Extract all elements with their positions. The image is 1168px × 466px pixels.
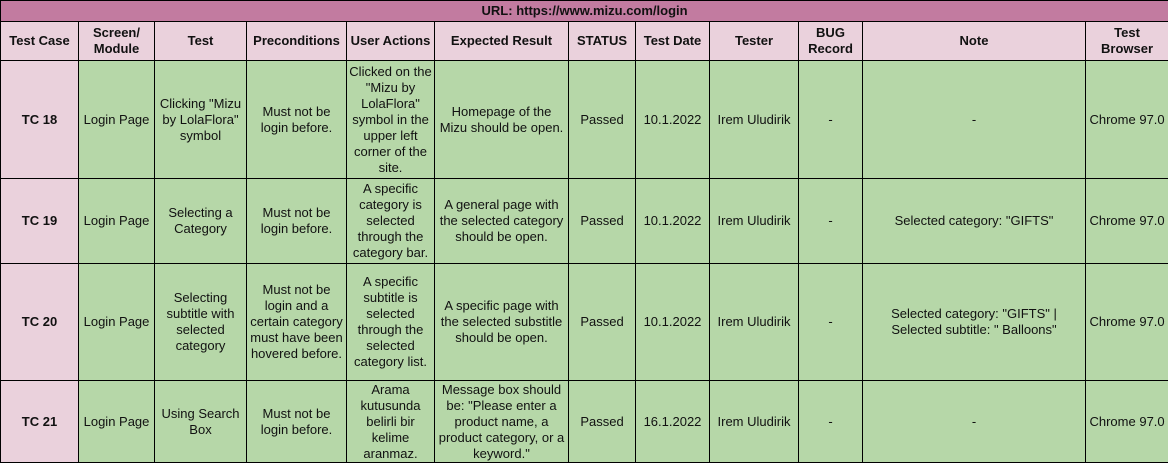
preconditions: Must not be login before. — [247, 381, 347, 463]
table-row — [1, 381, 1168, 463]
test-case-id: TC 21 — [1, 381, 79, 463]
user-actions: A specific category is selected through the category bar. — [347, 179, 435, 264]
test-case-id: TC 18 — [1, 61, 79, 179]
table-row — [1, 61, 1168, 179]
screen-module: Login Page — [79, 381, 155, 463]
preconditions: Must not be login before. — [247, 179, 347, 264]
note: Selected category: "GIFTS" — [863, 179, 1086, 264]
user-actions: Arama kutusunda belirli bir kelime aranmaz. — [347, 381, 435, 463]
test-browser: Chrome 97.0 — [1086, 381, 1168, 463]
expected-result: Homepage of the Mizu should be open. — [435, 61, 569, 179]
test-browser: Chrome 97.0 — [1086, 264, 1168, 381]
header-test-date: Test Date — [636, 22, 710, 61]
bug-record: - — [799, 264, 863, 381]
url-row — [1, 1, 1168, 22]
test-case-id: TC 19 — [1, 179, 79, 264]
header-test: Test — [155, 22, 247, 61]
note: - — [863, 61, 1086, 179]
header-bug-record: BUG Record — [799, 22, 863, 61]
test-date: 10.1.2022 — [636, 179, 710, 264]
header-test-case: Test Case — [1, 22, 79, 61]
tester: Irem Uludirik — [710, 61, 799, 179]
status: Passed — [569, 381, 636, 463]
user-actions: A specific subtitle is selected through the selected category list. — [347, 264, 435, 381]
header-row — [1, 22, 1168, 61]
test-date: 16.1.2022 — [636, 381, 710, 463]
table-row — [1, 264, 1168, 381]
test-browser: Chrome 97.0 — [1086, 179, 1168, 264]
status: Passed — [569, 179, 636, 264]
note: Selected category: "GIFTS" | Selected subtitle: " Balloons" — [863, 264, 1086, 381]
screen-module: Login Page — [79, 61, 155, 179]
bug-record: - — [799, 179, 863, 264]
header-tester: Tester — [710, 22, 799, 61]
table-row — [1, 179, 1168, 264]
user-actions: Clicked on the "Mizu by LolaFlora" symbol in the upper left corner of the site. — [347, 61, 435, 179]
header-expected-result: Expected Result — [435, 22, 569, 61]
status: Passed — [569, 264, 636, 381]
preconditions: Must not be login before. — [247, 61, 347, 179]
test-name: Selecting subtitle with selected category — [155, 264, 247, 381]
test-name: Selecting a Category — [155, 179, 247, 264]
note: - — [863, 381, 1086, 463]
tester: Irem Uludirik — [710, 264, 799, 381]
expected-result: A specific page with the selected substitle should be open. — [435, 264, 569, 381]
screen-module: Login Page — [79, 264, 155, 381]
header-note: Note — [863, 22, 1086, 61]
screen-module: Login Page — [79, 179, 155, 264]
header-test-browser: Test Browser — [1086, 22, 1168, 61]
bug-record: - — [799, 381, 863, 463]
bug-record: - — [799, 61, 863, 179]
expected-result: Message box should be: "Please enter a product name, a product category, or a keyword." — [435, 381, 569, 463]
test-name: Using Search Box — [155, 381, 247, 463]
tester: Irem Uludirik — [710, 381, 799, 463]
header-screen-module: Screen/ Module — [79, 22, 155, 61]
test-browser: Chrome 97.0 — [1086, 61, 1168, 179]
header-user-actions: User Actions — [347, 22, 435, 61]
expected-result: A general page with the selected category should be open. — [435, 179, 569, 264]
status: Passed — [569, 61, 636, 179]
tester: Irem Uludirik — [710, 179, 799, 264]
preconditions: Must not be login and a certain category must have been hovered before. — [247, 264, 347, 381]
url-label: URL: https://www.mizu.com/login — [1, 1, 1168, 22]
test-name: Clicking "Mizu by LolaFlora" symbol — [155, 61, 247, 179]
header-status: STATUS — [569, 22, 636, 61]
test-case-id: TC 20 — [1, 264, 79, 381]
test-date: 10.1.2022 — [636, 61, 710, 179]
test-date: 10.1.2022 — [636, 264, 710, 381]
header-preconditions: Preconditions — [247, 22, 347, 61]
